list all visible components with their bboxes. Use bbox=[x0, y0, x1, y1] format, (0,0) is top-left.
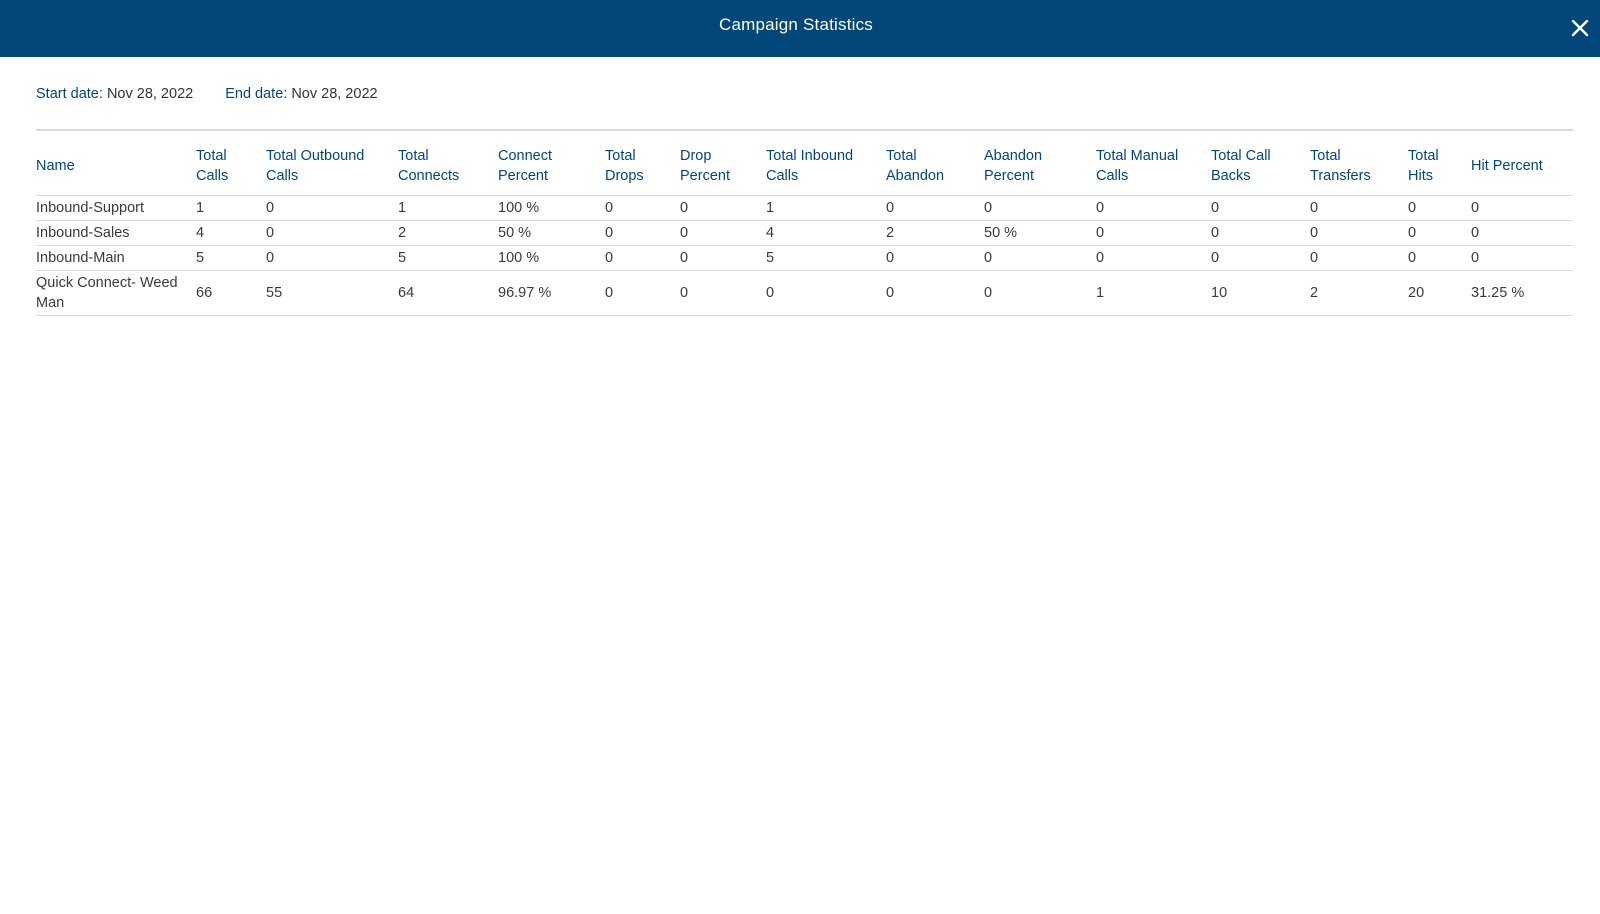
table-cell: 0 bbox=[886, 246, 984, 271]
table-cell: 0 bbox=[680, 221, 766, 246]
table-cell: 0 bbox=[605, 221, 680, 246]
table-cell: 5 bbox=[196, 246, 266, 271]
table-cell: 4 bbox=[766, 221, 886, 246]
table-cell: 20 bbox=[1408, 271, 1471, 316]
table-cell: 0 bbox=[1408, 246, 1471, 271]
column-header: Total Outbound Calls bbox=[266, 131, 398, 196]
column-header: Total Call Backs bbox=[1211, 131, 1310, 196]
table-cell: 0 bbox=[1096, 221, 1211, 246]
table-cell: 0 bbox=[605, 196, 680, 221]
column-header: Total Calls bbox=[196, 131, 266, 196]
table-cell: 1 bbox=[1096, 271, 1211, 316]
table-cell: 0 bbox=[886, 196, 984, 221]
column-header: Name bbox=[36, 131, 196, 196]
table-cell: 0 bbox=[680, 246, 766, 271]
column-header: Total Inbound Calls bbox=[766, 131, 886, 196]
start-date-label: Start date: bbox=[36, 86, 103, 102]
column-header: Connect Percent bbox=[498, 131, 605, 196]
table-cell: 0 bbox=[1096, 246, 1211, 271]
table-cell: 0 bbox=[605, 246, 680, 271]
table-cell: 0 bbox=[984, 196, 1096, 221]
table-row bbox=[36, 271, 1573, 316]
table-cell: 55 bbox=[266, 271, 398, 316]
table-row bbox=[36, 196, 1573, 221]
start-date bbox=[36, 86, 193, 102]
table-cell: 0 bbox=[680, 271, 766, 316]
table-cell: 0 bbox=[1310, 196, 1408, 221]
table-cell: 0 bbox=[1471, 246, 1573, 271]
table-cell: 50 % bbox=[498, 221, 605, 246]
table-cell: 4 bbox=[196, 221, 266, 246]
end-date bbox=[225, 86, 377, 102]
table-cell: 0 bbox=[886, 271, 984, 316]
modal-header bbox=[0, 0, 1600, 57]
date-range bbox=[36, 86, 378, 102]
table-cell: 0 bbox=[984, 271, 1096, 316]
column-header: Total Transfers bbox=[1310, 131, 1408, 196]
campaign-stats-table-container bbox=[36, 129, 1573, 316]
column-header: Abandon Percent bbox=[984, 131, 1096, 196]
table-cell: 1 bbox=[196, 196, 266, 221]
table-cell: 0 bbox=[766, 271, 886, 316]
campaign-name-cell: Inbound-Main bbox=[36, 246, 196, 271]
start-date-value: Nov 28, 2022 bbox=[106, 86, 194, 102]
table-cell: 31.25 % bbox=[1471, 271, 1573, 316]
modal-title: Campaign Statistics bbox=[718, 15, 874, 34]
table-cell: 0 bbox=[1310, 246, 1408, 271]
column-header: Hit Percent bbox=[1471, 131, 1573, 196]
table-cell: 1 bbox=[766, 196, 886, 221]
table-cell: 0 bbox=[680, 196, 766, 221]
table-cell: 2 bbox=[1310, 271, 1408, 316]
campaign-name-cell: Inbound-Support bbox=[36, 196, 196, 221]
column-header: Total Abandon bbox=[886, 131, 984, 196]
close-icon bbox=[1571, 19, 1589, 37]
column-header: Total Drops bbox=[605, 131, 680, 196]
table-cell: 0 bbox=[1211, 196, 1310, 221]
table-cell: 5 bbox=[398, 246, 498, 271]
end-date-label: End date: bbox=[225, 86, 288, 102]
campaign-stats-table bbox=[36, 131, 1573, 316]
table-cell: 0 bbox=[1096, 196, 1211, 221]
column-header: Drop Percent bbox=[680, 131, 766, 196]
campaign-name-cell: Inbound-Sales bbox=[36, 221, 196, 246]
table-cell: 50 % bbox=[984, 221, 1096, 246]
column-header: Total Connects bbox=[398, 131, 498, 196]
table-cell: 0 bbox=[1471, 196, 1573, 221]
table-cell: 0 bbox=[605, 271, 680, 316]
table-cell: 0 bbox=[1408, 221, 1471, 246]
table-cell: 96.97 % bbox=[498, 271, 605, 316]
table-cell: 0 bbox=[984, 246, 1096, 271]
table-header-row bbox=[36, 131, 1573, 196]
table-cell: 64 bbox=[398, 271, 498, 316]
table-cell: 0 bbox=[1408, 196, 1471, 221]
table-body bbox=[36, 196, 1573, 316]
end-date-value: Nov 28, 2022 bbox=[291, 86, 378, 102]
table-cell: 0 bbox=[1310, 221, 1408, 246]
table-cell: 2 bbox=[886, 221, 984, 246]
table-cell: 10 bbox=[1211, 271, 1310, 316]
campaign-name-cell: Quick Connect- Weed Man bbox=[36, 271, 196, 316]
column-header: Total Hits bbox=[1408, 131, 1471, 196]
table-cell: 0 bbox=[266, 246, 398, 271]
table-row bbox=[36, 246, 1573, 271]
table-cell: 100 % bbox=[498, 246, 605, 271]
table-cell: 0 bbox=[266, 196, 398, 221]
table-cell: 0 bbox=[1471, 221, 1573, 246]
table-cell: 66 bbox=[196, 271, 266, 316]
table-cell: 2 bbox=[398, 221, 498, 246]
table-cell: 0 bbox=[266, 221, 398, 246]
table-cell: 100 % bbox=[498, 196, 605, 221]
table-cell: 1 bbox=[398, 196, 498, 221]
close-button[interactable] bbox=[1566, 14, 1594, 42]
table-cell: 0 bbox=[1211, 246, 1310, 271]
table-cell: 0 bbox=[1211, 221, 1310, 246]
table-row bbox=[36, 221, 1573, 246]
column-header: Total Manual Calls bbox=[1096, 131, 1211, 196]
table-cell: 5 bbox=[766, 246, 886, 271]
